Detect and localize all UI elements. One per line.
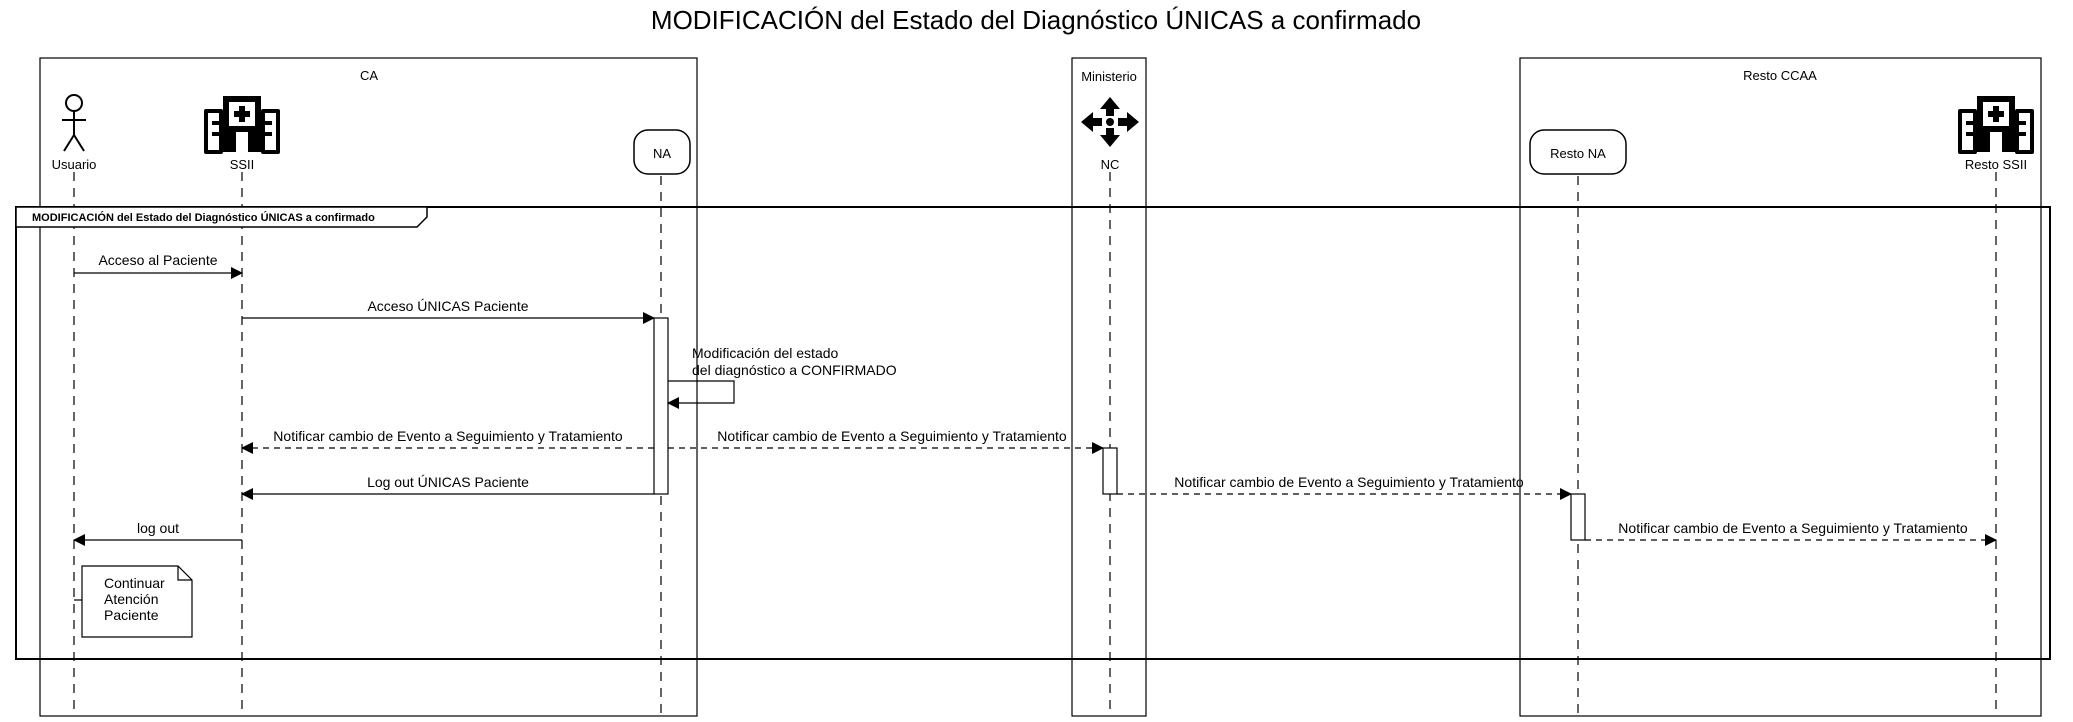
box-resto-ccaa-label: Resto CCAA <box>1743 68 1817 83</box>
message-label: Notificar cambio de Evento a Seguimiento y Tratamiento <box>273 428 623 444</box>
activation-nc <box>1103 448 1117 494</box>
hospital-icon <box>1960 96 2032 152</box>
participant-resto-ssii-label: Resto SSII <box>1964 157 2028 172</box>
participant-na-label: NA <box>652 146 672 161</box>
message-label: Acceso al Paciente <box>98 252 218 268</box>
participant-usuario-label: Usuario <box>51 157 97 172</box>
activation-na <box>654 318 668 494</box>
activation-resto-na <box>1571 494 1585 540</box>
message-label: log out <box>136 520 180 536</box>
note-line: Continuar <box>104 575 165 591</box>
participant-nc-label: NC <box>1100 157 1120 172</box>
participant-ssii <box>206 96 278 172</box>
messages <box>74 273 1996 540</box>
message-label: Log out ÚNICAS Paciente <box>367 474 529 490</box>
lifelines <box>74 172 1996 716</box>
four-arrows-icon <box>1081 97 1139 147</box>
participant-ssii-label: SSII <box>229 157 255 172</box>
diagram-title: MODIFICACIÓN del Estado del Diagnóstico ÚNICAS a confirmado <box>650 5 1422 35</box>
participant-usuario <box>52 95 97 172</box>
stick-figure-icon <box>62 95 86 151</box>
participant-nc <box>1081 97 1139 172</box>
message-label: Notificar cambio de Evento a Seguimiento y Tratamiento <box>717 428 1067 444</box>
note-line: Paciente <box>104 607 159 623</box>
box-ca-label: CA <box>359 68 379 83</box>
message-label: Notificar cambio de Evento a Seguimiento y Tratamiento <box>1618 520 1968 536</box>
hospital-icon <box>206 96 278 152</box>
message-label: del diagnóstico a CONFIRMADO <box>692 362 897 378</box>
participant-resto-ssii <box>1960 96 2032 172</box>
note <box>74 566 192 637</box>
message-label: Acceso ÚNICAS Paciente <box>367 298 529 314</box>
message-label: Modificación del estado <box>692 345 839 361</box>
participant-resto-na <box>1530 130 1626 174</box>
message-arrow <box>668 381 734 403</box>
frame-title: MODIFICACIÓN del Estado del Diagnóstico ÚNICAS a confirmado <box>32 212 375 224</box>
participant-na <box>634 130 690 174</box>
message-label: Notificar cambio de Evento a Seguimiento y Tratamiento <box>1174 474 1524 490</box>
note-line: Atención <box>104 591 159 607</box>
box-ministerio-label: Ministerio <box>1081 69 1137 84</box>
participant-resto-na-label: Resto NA <box>1550 146 1606 161</box>
